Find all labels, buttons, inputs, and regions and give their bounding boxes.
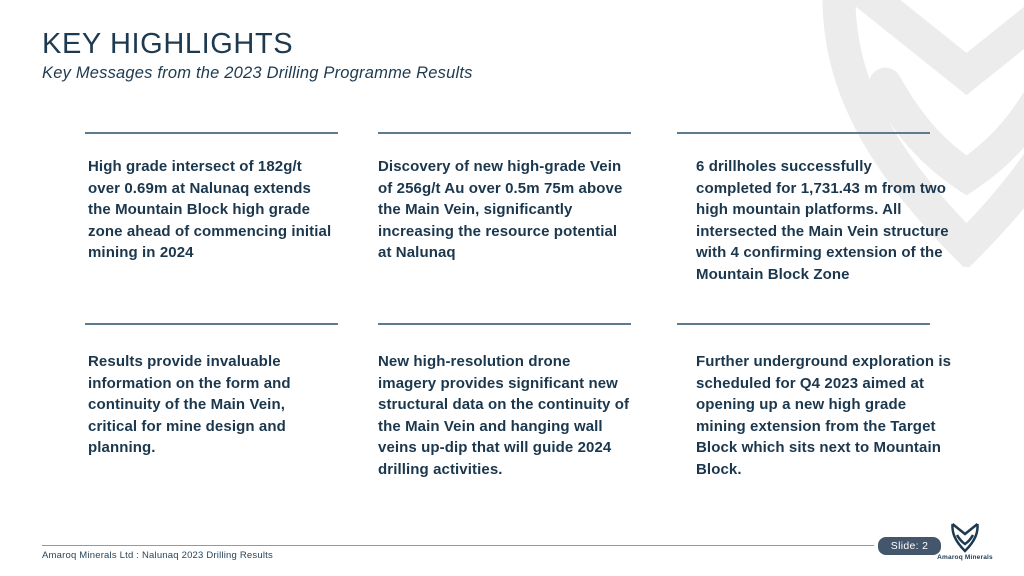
footer-caption: Amaroq Minerals Ltd : Nalunaq 2023 Drilling Results bbox=[42, 550, 273, 561]
highlight-card bbox=[677, 323, 952, 481]
divider-line bbox=[85, 132, 338, 134]
divider-line bbox=[677, 132, 930, 134]
highlight-text: High grade intersect of 182g/t over 0.69m at Nalunaq extends the Mountain Block high grade zone ahead of commencing initial mining in 2024 bbox=[88, 158, 332, 262]
page-title: KEY HIGHLIGHTS bbox=[42, 28, 294, 60]
divider-line bbox=[378, 323, 631, 325]
highlight-text: 6 drillholes successfully completed for 1,731.43 m from two high mountain platforms. All intersected the Main Vein structure with 4 confirming extension of the Mountain Block Zone bbox=[696, 158, 949, 283]
slide-number-label: Slide: 2 bbox=[890, 540, 929, 552]
highlight-text: Results provide invaluable information on the form and continuity of the Main Vein, critical for mine design and planning. bbox=[88, 353, 291, 457]
divider-line bbox=[378, 132, 631, 134]
highlight-card bbox=[85, 132, 338, 264]
highlight-text: New high-resolution drone imagery provides significant new structural data on the continuity of the Main Vein and hanging wall veins up-dip that will guide 2024 drilling activities. bbox=[378, 353, 630, 478]
highlight-text: Discovery of new high-grade Vein of 256g/t Au over 0.5m 75m above the Main Vein, significantly increasing the resource potential at Nalunaq bbox=[378, 158, 623, 262]
highlight-card bbox=[378, 132, 631, 264]
divider-line bbox=[677, 323, 930, 325]
slide-number-badge bbox=[878, 537, 941, 555]
company-logo-label: Amaroq Minerals bbox=[937, 554, 993, 561]
highlight-card bbox=[677, 132, 949, 286]
footer-divider-line bbox=[42, 545, 874, 546]
page-subtitle: Key Messages from the 2023 Drilling Programme Results bbox=[42, 64, 473, 82]
company-logo bbox=[936, 521, 994, 561]
highlight-card bbox=[378, 323, 631, 481]
highlight-card bbox=[85, 323, 338, 459]
divider-line bbox=[85, 323, 338, 325]
amaroq-fox-icon bbox=[950, 521, 980, 553]
highlight-text: Further underground exploration is scheduled for Q4 2023 aimed at opening up a new high grade mining extension from the Target Block which sits next to Mountain Block. bbox=[696, 353, 952, 478]
